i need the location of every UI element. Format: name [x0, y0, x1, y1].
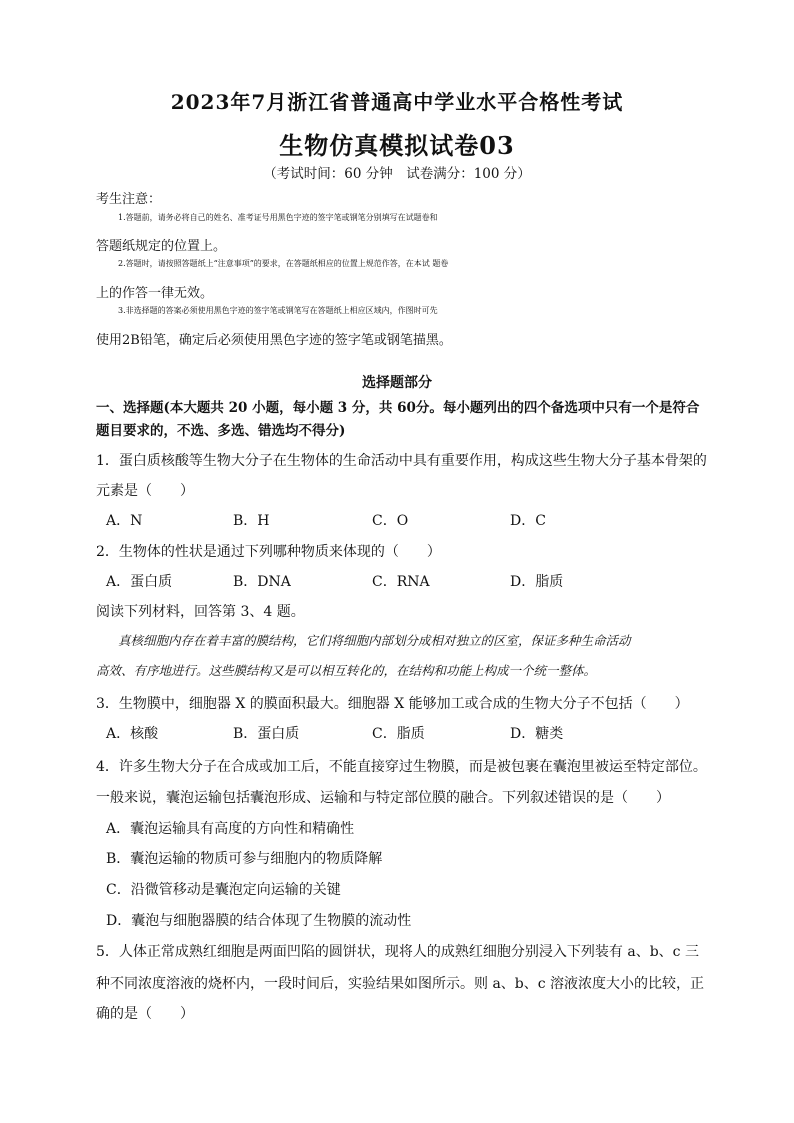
- question-1-option-d: D．C: [510, 513, 546, 529]
- question-3-option-c: C．脂质: [372, 726, 425, 742]
- notice-line: 使用2B铅笔，确定后必须使用黑色字迹的签字笔或钢笔描黑。: [96, 333, 452, 348]
- question-5-stem: 确的是（ ）: [96, 1006, 194, 1022]
- question-1-option-a: A．N: [106, 513, 143, 529]
- question-2-stem: 2．生物体的性状是通过下列哪种物质来体现的（ ）: [96, 544, 441, 560]
- question-1-option-b: B．H: [233, 513, 270, 529]
- question-4-option-c: C．沿微管移动是囊泡定向运输的关键: [106, 882, 341, 898]
- exam-title: 2023年7月浙江省普通高中学业水平合格性考试: [170, 90, 624, 114]
- notice-line: 2.答题时，请按照答题纸上“注意事项”的要求，在答题纸相应的位置上规范作答，在本试 题卷: [118, 259, 449, 268]
- notice-line: 1.答题前，请务必将自己的姓名、准考证号用黑色字迹的签字笔或钢笔分别填写在试题卷和: [118, 213, 438, 222]
- part-intro: 一、选择题(本大题共 20 小题，每小题 3 分，共 60分。每小题列出的四个备选项中只有一个是符合: [96, 400, 700, 416]
- notice-heading: 考生注意：: [96, 192, 162, 207]
- section-title: 选择题部分: [362, 375, 432, 391]
- question-2-option-d: D．脂质: [510, 574, 564, 590]
- notice-line: 上的作答一律无效。: [96, 286, 214, 301]
- material-line: 真核细胞内存在着丰富的膜结构，它们将细胞内部划分成相对独立的区室，保证多种生命活动: [118, 633, 631, 648]
- exam-info: （考试时间：60 分钟 试卷满分：100 分）: [263, 166, 531, 182]
- question-3-option-d: D．糖类: [510, 726, 564, 742]
- question-3-option-b: B．蛋白质: [233, 726, 300, 742]
- question-4-stem: 4．许多生物大分子在合成或加工后，不能直接穿过生物膜，而是被包裹在囊泡里被运至特定部位。: [96, 759, 707, 775]
- question-5-stem: 5．人体正常成熟红细胞是两面凹陷的圆饼状，现将人的成熟红细胞分别浸入下列装有 a、b、c 三: [96, 944, 699, 960]
- question-1-option-c: C．O: [372, 513, 409, 529]
- question-2-option-b: B．DNA: [233, 574, 291, 590]
- question-5-stem: 种不同浓度溶液的烧杯内，一段时间后，实验结果如图所示。则 a、b、c 溶液浓度大小的比较，正: [96, 976, 705, 992]
- question-4-option-d: D．囊泡与细胞器膜的结合体现了生物膜的流动性: [106, 913, 412, 929]
- reading-intro: 阅读下列材料，回答第 3、4 题。: [96, 604, 305, 620]
- question-4-option-a: A．囊泡运输具有高度的方向性和精确性: [106, 821, 355, 837]
- question-1-stem: 元素是（ ）: [96, 483, 194, 499]
- question-2-option-a: A．蛋白质: [106, 574, 173, 590]
- notice-line: 答题纸规定的位置上。: [96, 239, 227, 254]
- question-1-stem: 1．蛋白质核酸等生物大分子在生物体的生命活动中具有重要作用，构成这些生物大分子基本骨架的: [96, 453, 707, 469]
- question-3-stem: 3．生物膜中，细胞器 X 的膜面积最大。细胞器 X 能够加工或合成的生物大分子不包括（ ）: [96, 696, 689, 712]
- question-2-option-c: C．RNA: [372, 574, 430, 590]
- question-4-stem: 一般来说，囊泡运输包括囊泡形成、运输和与特定部位膜的融合。下列叙述错误的是（ ）: [96, 790, 670, 806]
- notice-line: 3.非选择题的答案必须使用黑色字迹的签字笔或钢笔写在答题纸上相应区域内，作图时可先: [118, 306, 438, 315]
- question-3-option-a: A．核酸: [106, 726, 159, 742]
- question-4-option-b: B．囊泡运输的物质可参与细胞内的物质降解: [106, 851, 383, 867]
- paper-subtitle: 生物仿真模拟试卷03: [279, 131, 515, 160]
- material-line: 高效、有序地进行。这些膜结构又是可以相互转化的，在结构和功能上构成一个统一整体。: [96, 663, 597, 678]
- part-intro: 题目要求的，不选、多选、错选均不得分): [96, 423, 346, 439]
